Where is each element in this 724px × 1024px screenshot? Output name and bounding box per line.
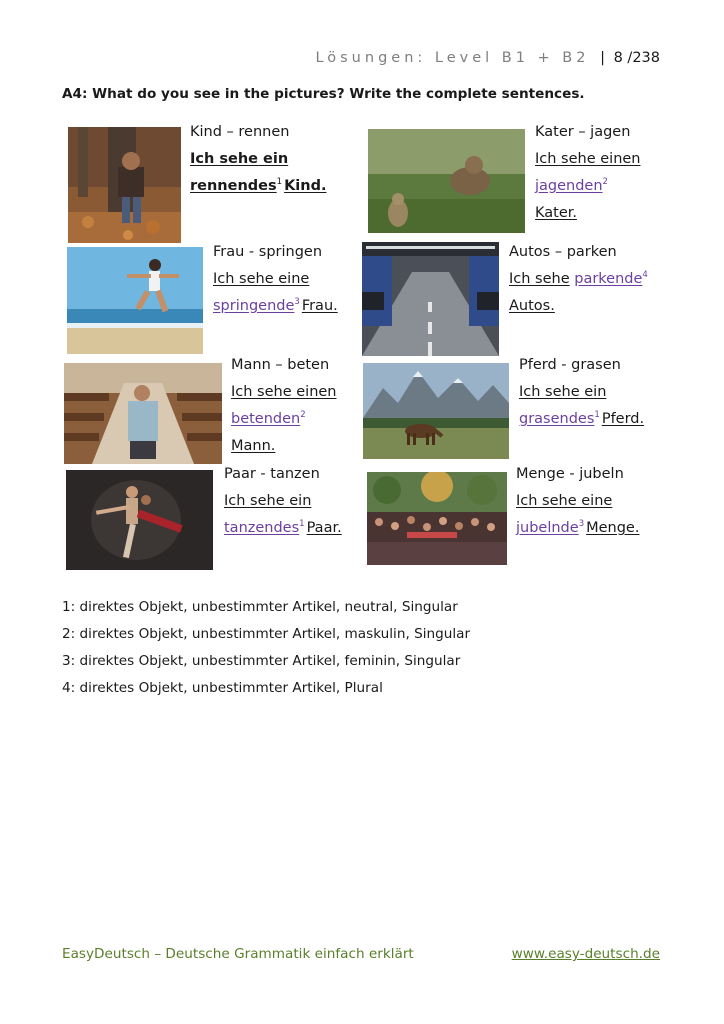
noun: Pferd.	[601, 411, 645, 427]
footer-tagline: EasyDeutsch – Deutsche Grammatik einfach erklärt	[62, 946, 414, 962]
header-title: Lösungen: Level B1 + B2	[315, 50, 590, 66]
footnote-ref: 1	[299, 519, 305, 530]
answer-line-1: Ich sehe einen	[231, 384, 337, 400]
exercise-5	[231, 352, 337, 460]
exercise-1	[190, 119, 326, 200]
answer-line-1: Ich sehe	[509, 271, 570, 287]
exercise-8	[516, 461, 639, 542]
noun: Kater.	[535, 205, 577, 221]
noun: Paar.	[306, 520, 342, 536]
crowd-cheering-photo	[367, 472, 507, 565]
woman-jumping-photo	[67, 247, 203, 354]
participle: tanzendes	[224, 520, 300, 536]
legend-item: 3: direktes Objekt, unbestimmter Artikel, feminin, Singular	[62, 653, 461, 669]
participle: betenden	[231, 411, 301, 427]
answer-line-1: Ich sehe ein	[519, 384, 607, 400]
participle: grasendes	[519, 411, 595, 427]
noun: Frau.	[301, 298, 338, 314]
prompt: Mann – beten	[231, 357, 330, 373]
page-number: 8 /238	[613, 50, 660, 66]
answer-line-1: Ich sehe eine	[213, 271, 310, 287]
couple-dancing-photo	[66, 470, 213, 570]
page-header	[315, 50, 660, 66]
legend-item: 1: direktes Objekt, unbestimmter Artikel, neutral, Singular	[62, 599, 458, 615]
footnote-ref: 2	[602, 177, 608, 188]
legend-item: 4: direktes Objekt, unbestimmter Artikel, Plural	[62, 680, 383, 696]
noun: Menge.	[586, 520, 640, 536]
participle: parkende	[574, 271, 643, 287]
header-separator: |	[600, 50, 605, 66]
prompt: Menge - jubeln	[516, 466, 624, 482]
prompt: Kater – jagen	[535, 124, 631, 140]
noun: Mann.	[231, 438, 276, 454]
footnote-ref: 3	[578, 519, 585, 530]
exercise-3	[213, 239, 338, 320]
answer-line-1: Ich sehe eine	[516, 493, 613, 509]
footnote-ref: 4	[642, 270, 648, 281]
exercise-2	[535, 119, 641, 227]
exercise-4	[509, 239, 650, 320]
prompt: Kind – rennen	[190, 124, 290, 140]
cars-parking-photo	[362, 242, 499, 356]
exercise-6	[519, 352, 644, 433]
answer-line-1: Ich sehe ein	[224, 493, 312, 509]
cat-hunting-photo	[368, 129, 525, 233]
participle: jubelnde	[516, 520, 579, 536]
exercise-7	[224, 461, 342, 542]
footnote-ref: 1	[594, 410, 600, 421]
man-praying-photo	[64, 363, 222, 464]
legend-item: 2: direktes Objekt, unbestimmter Artikel, maskulin, Singular	[62, 626, 471, 642]
footnote-legend	[62, 594, 470, 702]
task-title: A4: What do you see in the pictures? Write the complete sentences.	[62, 86, 585, 102]
horse-grazing-photo	[363, 363, 509, 459]
noun: Autos.	[509, 298, 555, 314]
noun: Kind.	[284, 178, 327, 194]
footer-website-link[interactable]: www.easy-deutsch.de	[511, 946, 660, 962]
participle: jagenden	[535, 178, 603, 194]
prompt: Autos – parken	[509, 244, 617, 260]
answer-line-1: Ich sehe einen	[535, 151, 641, 167]
participle: springende	[213, 298, 295, 314]
prompt: Frau - springen	[213, 244, 323, 260]
prompt: Pferd - grasen	[519, 357, 621, 373]
prompt: Paar - tanzen	[224, 466, 320, 482]
child-running-photo	[68, 127, 181, 243]
answer-line-1: Ich sehe ein	[190, 151, 289, 167]
footnote-ref: 2	[300, 410, 306, 421]
participle: rennendes	[190, 178, 277, 194]
footnote-ref: 3	[294, 297, 300, 308]
footnote-ref: 1	[276, 177, 283, 188]
